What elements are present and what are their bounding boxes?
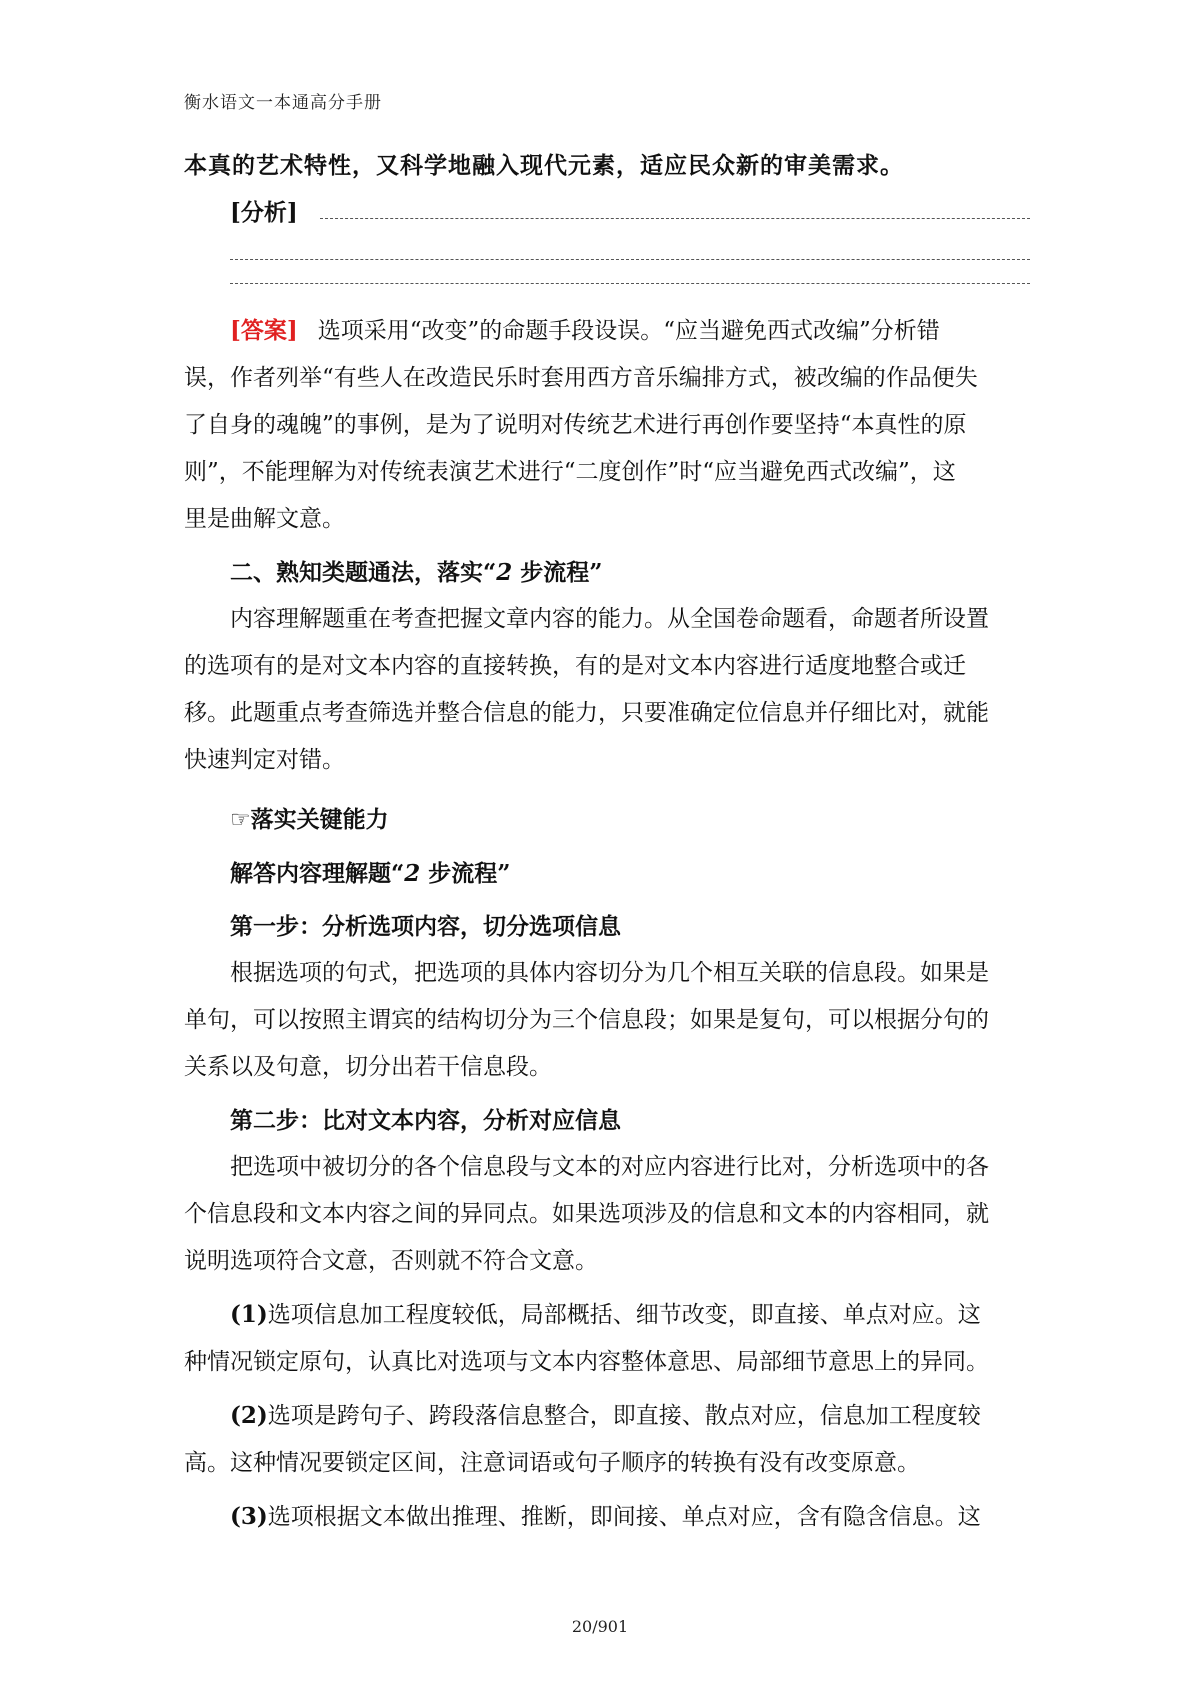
answer-blank-line[interactable] xyxy=(320,218,1030,219)
item-number: (2) xyxy=(230,1402,268,1429)
answer-line: 误，作者列举“有些人在改造民乐时套用西方音乐编排方式，被改编的作品便失 xyxy=(184,365,978,391)
analysis-row xyxy=(184,189,1030,236)
flow-title: 解答内容理解题“2 步流程” xyxy=(230,860,511,887)
item-number: (1) xyxy=(230,1301,268,1328)
answer-line: 则”，不能理解为对传统表演艺术进行“二度创作”时“应当避免西式改编”，这 xyxy=(184,459,956,485)
answer-block xyxy=(184,307,1030,543)
answer-line: 里是曲解文意。 xyxy=(184,506,345,532)
item-2: (2)选项是跨句子、跨段落信息整合，即直接、散点对应，信息加工程度较 高。这种情况要锁定区间，注意词语或句子顺序的转换有没有改变原意。 xyxy=(184,1402,981,1476)
answer-first-line: [答案] 选项采用“改变”的命题手段设误。“应当避免西式改编”分析错 xyxy=(230,317,940,344)
key-ability-heading: ☞落实关键能力 xyxy=(230,806,389,833)
answer-blank-line[interactable] xyxy=(230,283,1030,284)
analysis-label: [分析] xyxy=(230,199,298,226)
running-header: 衡水语文一本通高分手册 xyxy=(184,93,382,113)
item-3: (3)选项根据文本做出推理、推断，即间接、单点对应，含有隐含信息。这 xyxy=(230,1503,981,1530)
step2-paragraph: 把选项中被切分的各个信息段与文本的对应内容进行比对，分析选项中的各 个信息段和文本内容之间的异同点。如果选项涉及的信息和文本的内容相同，就 说明选项符合文意，否则就不符合文意。 xyxy=(184,1154,989,1274)
answer-tag: [答案] xyxy=(230,317,298,344)
step2-title: 第二步：比对文本内容，分析对应信息 xyxy=(230,1107,621,1134)
section-heading: 二、熟知类题通法，落实“2 步流程” xyxy=(230,559,603,586)
page-number: 20/901 xyxy=(571,1617,629,1636)
step1-paragraph: 根据选项的句式，把选项的具体内容切分为几个相互关联的信息段。如果是 单句，可以按照主谓宾的结构切分为三个信息段；如果是复句，可以根据分句的 关系以及句意，切分出若干信息段。 xyxy=(184,960,989,1080)
intro-paragraph: 内容理解题重在考查把握文章内容的能力。从全国卷命题看，命题者所设置 的选项有的是对文本内容的直接转换，有的是对文本内容进行适度地整合或迁 移。此题重点考查筛选并整合信息的能力，只要准确定位信息并仔细比对，就能 快速判定对错。 xyxy=(184,606,989,773)
answer-line: 了自身的魂魄”的事例，是为了说明对传统艺术进行再创作要坚持“本真性的原 xyxy=(184,412,967,438)
answer-blank-line[interactable] xyxy=(230,259,1030,260)
page-content xyxy=(184,142,1030,1541)
opening-line: 本真的艺术特性，又科学地融入现代元素，适应民众新的审美需求。 xyxy=(184,152,904,179)
item-number: (3) xyxy=(230,1503,268,1530)
step1-title: 第一步：分析选项内容，切分选项信息 xyxy=(230,913,621,940)
pointing-hand-icon: ☞ xyxy=(230,807,251,833)
item-1: (1)选项信息加工程度较低，局部概括、细节改变，即直接、单点对应。这 种情况锁定原句，认真比对选项与文本内容整体意思、局部细节意思上的异同。 xyxy=(184,1301,989,1375)
